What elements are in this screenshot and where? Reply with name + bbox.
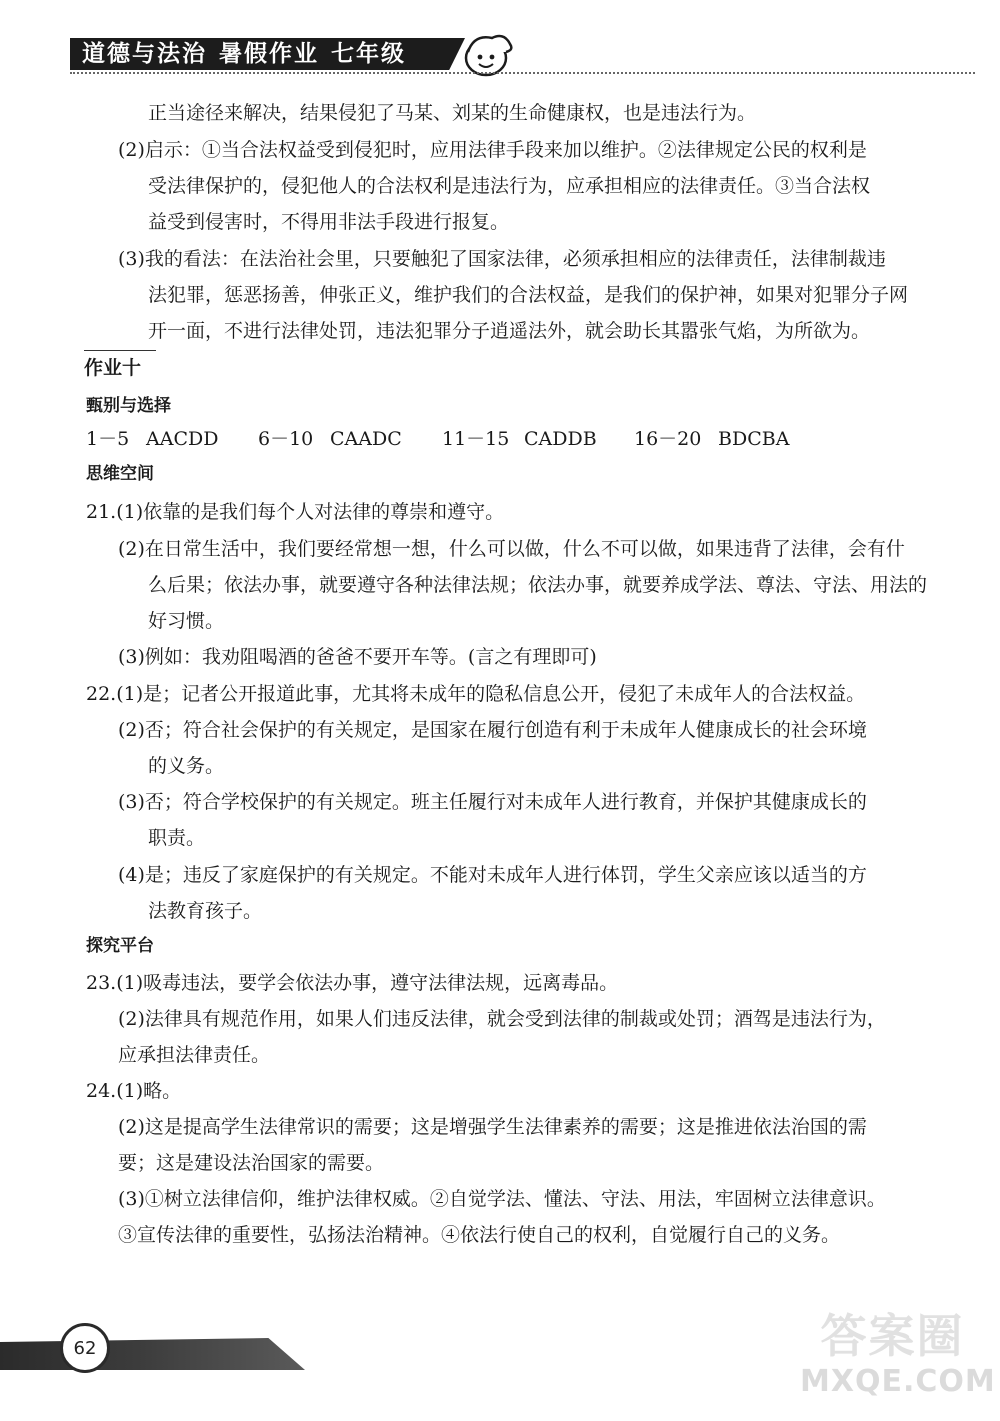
text-line: (3)否；符合学校保护的有关规定。班主任履行对未成年人进行教育，并保护其健康成长的 bbox=[118, 791, 867, 813]
text-line: 21.(1)依靠的是我们每个人对法律的尊崇和遵守。 bbox=[86, 501, 505, 523]
watermark-text: 答案圈 bbox=[820, 1309, 965, 1363]
answer-keys: CADDB bbox=[524, 428, 597, 450]
homework-title: 作业十 bbox=[84, 357, 142, 379]
text-line: 法犯罪，惩恶扬善，伸张正义，维护我们的合法权益，是我们的保护神，如果对犯罪分子网 bbox=[148, 284, 909, 306]
header-grade: 七年级 bbox=[331, 40, 406, 67]
text-line: 受法律保护的，侵犯他人的合法权利是违法行为，应承担相应的法律责任。③当合法权 bbox=[148, 175, 871, 197]
text-line: 的义务。 bbox=[148, 755, 225, 777]
footer-band bbox=[0, 1330, 305, 1370]
answer-range: 11－15 bbox=[442, 428, 510, 450]
page-header bbox=[70, 30, 490, 72]
watermark-logo bbox=[800, 1300, 996, 1410]
text-line: (3)我的看法：在法治社会里，只要触犯了国家法律，必须承担相应的法律责任，法律制裁违 bbox=[118, 248, 886, 270]
text-line: 开一面，不进行法律处罚，违法犯罪分子逍遥法外，就会助长其嚣张气焰，为所欲为。 bbox=[148, 320, 871, 342]
text-line: 22.(1)是；记者公开报道此事，尤其将未成年的隐私信息公开，侵犯了未成年人的合法权益。 bbox=[86, 683, 866, 705]
answer-range: 6－10 bbox=[258, 428, 314, 450]
answer-range: 16－20 bbox=[634, 428, 702, 450]
text-line: 益受到侵害时，不得用非法手段进行报复。 bbox=[148, 211, 510, 233]
section-title-inquiry: 探究平台 bbox=[86, 936, 154, 956]
text-line: 好习惯。 bbox=[148, 610, 225, 632]
header-subject: 道德与法治 bbox=[82, 40, 207, 67]
header-book: 暑假作业 bbox=[219, 40, 319, 67]
text-line: (2)这是提高学生法律常识的需要；这是增强学生法律素养的需要；这是推进依法治国的需 bbox=[118, 1116, 867, 1138]
header-title bbox=[82, 40, 406, 68]
text-line: 应承担法律责任。 bbox=[118, 1044, 271, 1066]
header-dotted-divider bbox=[70, 72, 975, 74]
text-line: 要；这是建设法治国家的需要。 bbox=[118, 1152, 385, 1174]
mascot-icon bbox=[460, 30, 520, 78]
section-title-thinking: 思维空间 bbox=[86, 464, 154, 484]
text-line: (2)在日常生活中，我们要经常想一想，什么可以做，什么不可以做，如果违背了法律，会有什 bbox=[118, 538, 905, 560]
answer-keys: BDCBA bbox=[718, 428, 790, 450]
answer-range: 1－5 bbox=[86, 428, 130, 450]
text-line: (2)启示：①当合法权益受到侵犯时，应用法律手段来加以维护。②法律规定公民的权利是 bbox=[118, 139, 867, 161]
text-line: 么后果；依法办事，就要遵守各种法律法规；依法办事，就要养成学法、尊法、守法、用法的 bbox=[148, 574, 928, 596]
answer-keys: CAADC bbox=[330, 428, 402, 450]
text-line: 正当途径来解决，结果侵犯了马某、刘某的生命健康权，也是违法行为。 bbox=[148, 102, 757, 124]
page-number: 62 bbox=[60, 1323, 110, 1373]
answer-key-row bbox=[86, 424, 789, 454]
text-line: (3)例如：我劝阻喝酒的爸爸不要开车等。(言之有理即可) bbox=[118, 646, 597, 668]
text-line: ③宣传法律的重要性，弘扬法治精神。④依法行使自己的权利，自觉履行自己的义务。 bbox=[118, 1224, 841, 1246]
text-line: 职责。 bbox=[148, 827, 206, 849]
text-line: 法教育孩子。 bbox=[148, 900, 263, 922]
text-line: 23.(1)吸毒违法，要学会依法办事，遵守法律法规，远离毒品。 bbox=[86, 972, 619, 994]
text-line: 24.(1)略。 bbox=[86, 1080, 182, 1102]
text-line: (2)否；符合社会保护的有关规定，是国家在履行创造有利于未成年人健康成长的社会环境 bbox=[118, 719, 867, 741]
watermark-url: MXQE.COM bbox=[800, 1364, 996, 1399]
section-title-selection: 甄别与选择 bbox=[86, 396, 171, 416]
text-line: (3)①树立法律信仰，维护法律权威。②自觉学法、懂法、守法、用法，牢固树立法律意识。 bbox=[118, 1188, 886, 1210]
text-line: (4)是；违反了家庭保护的有关规定。不能对未成年人进行体罚，学生父亲应该以适当的方 bbox=[118, 864, 867, 886]
answer-keys: AACDD bbox=[146, 428, 219, 450]
text-line: (2)法律具有规范作用，如果人们违反法律，就会受到法律的制裁或处罚；酒驾是违法行为， bbox=[118, 1008, 886, 1030]
